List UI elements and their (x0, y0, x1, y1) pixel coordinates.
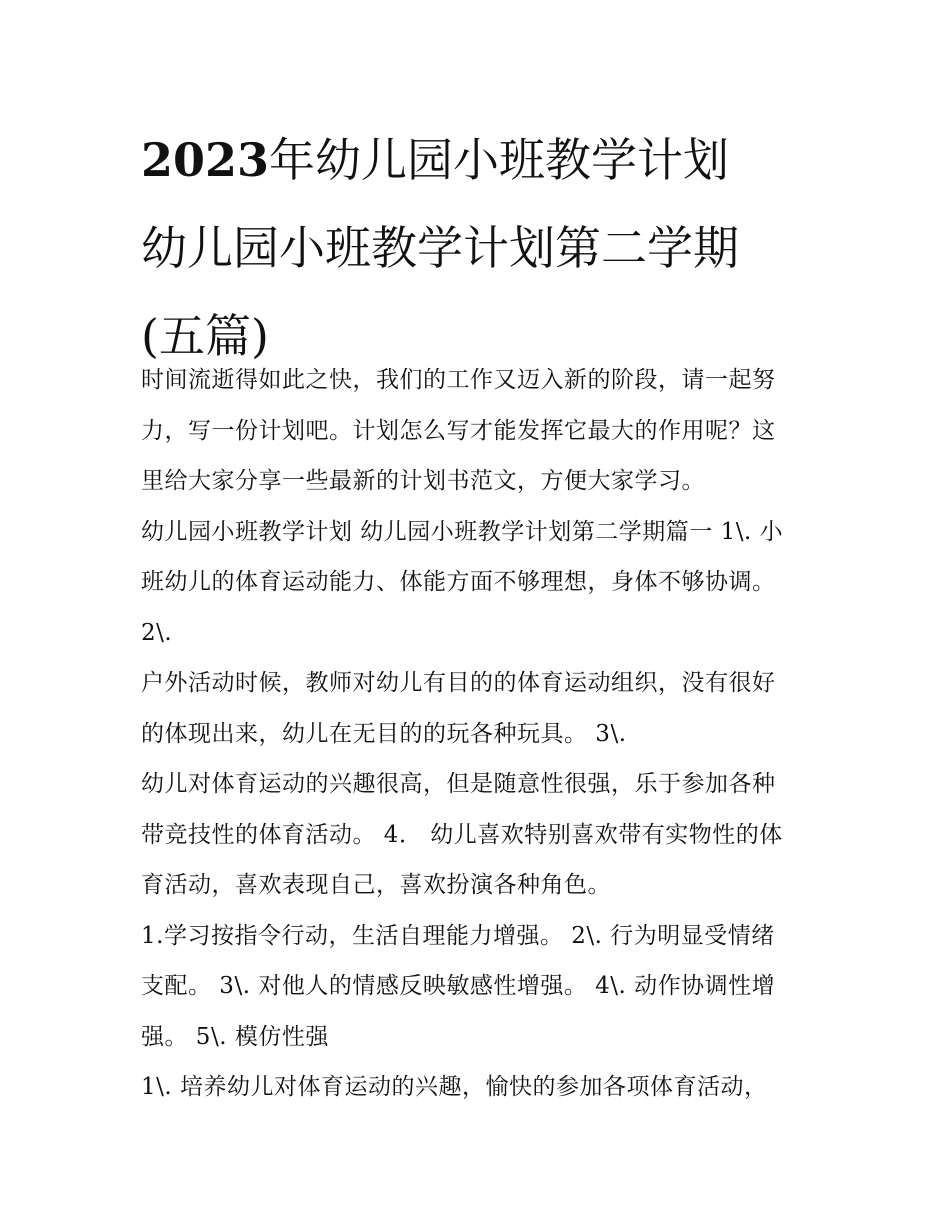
body-line: 1\. 培养幼儿对体育运动的兴趣，愉快的参加各项体育活动， (141, 1074, 768, 1100)
body-line: 时间流逝得如此之快，我们的工作又迈入新的阶段，请一起努 (141, 367, 776, 393)
title-line-1-text: 年幼儿园小班教学计划 (269, 133, 730, 187)
title-year: 2023 (141, 133, 270, 187)
title-line-3: (五篇) (141, 309, 269, 363)
body-line: 带竞技性的体育活动。 4． 幼儿喜欢特别喜欢带有实物性的体 (141, 821, 783, 848)
body-line: 班幼儿的体育运动能力、体能方面不够理想，身体不够协调。 (141, 569, 776, 595)
title-line-1 (141, 116, 821, 204)
document-body (141, 355, 821, 1113)
title-line-2: 幼儿园小班教学计划第二学期 (141, 221, 739, 275)
body-line: 户外活动时候，教师对幼儿有目的的体育运动组织，没有很好 (141, 670, 776, 696)
body-line: 育活动，喜欢表现自己，喜欢扮演各种角色。 (141, 872, 611, 898)
body-line: 支配。 3\. 对他人的情感反映敏感性增强。 4\. 动作协调性增 (141, 973, 776, 999)
body-line: 幼儿园小班教学计划 幼儿园小班教学计划第二学期篇一 1\. 小 (141, 518, 784, 545)
body-line: 1.学习按指令行动，生活自理能力增强。 2\. 行为明显受情绪 (141, 922, 775, 949)
body-line: 强。 5\. 模仿性强 (141, 1023, 329, 1050)
body-line: 幼儿对体育运动的兴趣很高，但是随意性很强，乐于参加各种 (141, 771, 776, 797)
body-line: 2\. (141, 619, 173, 646)
body-line: 力，写一份计划吧。计划怎么写才能发挥它最大的作用呢？这 (141, 417, 776, 444)
document-title (141, 116, 821, 380)
body-line: 的体现出来，幼儿在无目的的玩各种玩具。 3\. (141, 720, 627, 747)
body-line: 里给大家分享一些最新的计划书范文，方便大家学习。 (141, 468, 705, 494)
